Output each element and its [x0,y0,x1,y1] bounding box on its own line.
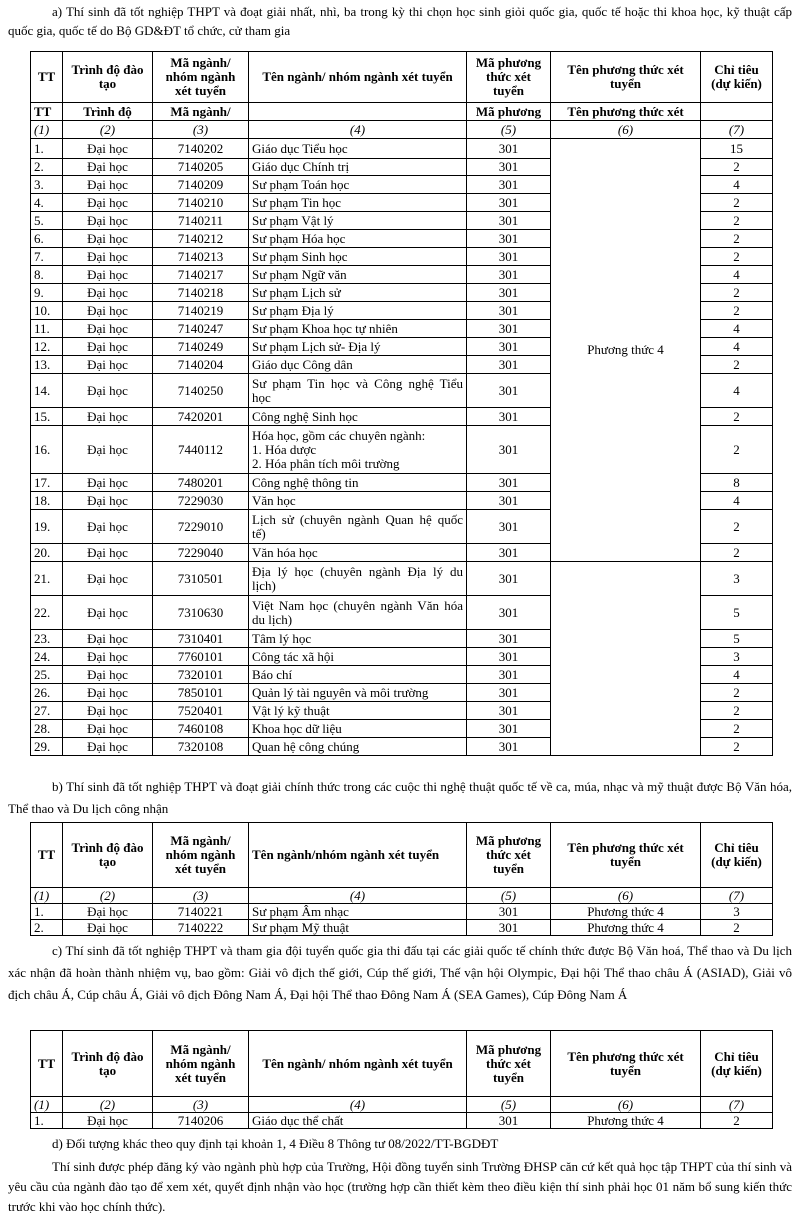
cell-name: Sư phạm Khoa học tự nhiên [249,320,467,338]
cell-name: Sư phạm Lịch sử- Địa lý [249,338,467,356]
cell-level: Đại học [63,666,153,684]
section-a-intro: a) Thí sinh đã tốt nghiệp THPT và đoạt giải nhất, nhì, ba trong kỳ thi chọn học sinh giỏi quốc gia, quốc tế hoặc thi khoa học, kỹ thuật cấp quốc gia, quốc tế do Bộ GD&ĐT tổ chức, cử tham gia [8,4,792,38]
cell-level: Đại học [63,302,153,320]
table-a [30,51,773,756]
cell-code: 7140218 [153,284,249,302]
cell-name: Quản lý tài nguyên và môi trường [249,684,467,702]
cell-code: 7320108 [153,738,249,756]
table-c [30,1030,773,1129]
cell-name: Sư phạm Vật lý [249,212,467,230]
cell-method-code: 301 [467,139,551,159]
cell-method-code: 301 [467,684,551,702]
cell-level: Đại học [63,194,153,212]
cell-code: 7140213 [153,248,249,266]
cell-code: 7140209 [153,176,249,194]
cell-name: Báo chí [249,666,467,684]
cell-quota: 2 [701,720,773,738]
cell-code: 7310501 [153,562,249,596]
col-number: (5) [467,888,551,904]
col-header-quota: Chỉ tiêu (dự kiến) [701,52,773,103]
cell-method-code: 301 [467,266,551,284]
cell-quota: 2 [701,544,773,562]
table-row [31,139,773,159]
cell-level: Đại học [63,426,153,474]
cell-tt: 11. [31,320,63,338]
cell-name: Việt Nam học (chuyên ngành Văn hóa du lịch) [249,596,467,630]
cell-quota: 4 [701,492,773,510]
cell-method-code: 301 [467,159,551,176]
cell-code: 7229040 [153,544,249,562]
cell-code: 7229030 [153,492,249,510]
cell-code: 7440112 [153,426,249,474]
col-number: (3) [153,888,249,904]
cell-method-code: 301 [467,284,551,302]
repeat-name [249,103,467,121]
col-header-quota: Chỉ tiêu (dự kiến) [701,1031,773,1097]
col-number: (7) [701,888,773,904]
cell-code: 7140204 [153,356,249,374]
col-number: (7) [701,121,773,139]
cell-quota: 2 [701,702,773,720]
repeat-tt: TT [31,103,63,121]
cell-tt: 6. [31,230,63,248]
cell-name: Vật lý kỹ thuật [249,702,467,720]
table-a-repeat-header [31,103,773,121]
cell-method-code: 301 [467,648,551,666]
col-header-level: Trình độ đào tạo [63,52,153,103]
cell-quota: 2 [701,510,773,544]
col-header-code: Mã ngành/ nhóm ngành xét tuyển [153,823,249,888]
cell-method-code: 301 [467,176,551,194]
cell-quota: 4 [701,338,773,356]
cell-quota: 2 [701,426,773,474]
table-b-col-numbers [31,888,773,904]
col-number: (6) [551,888,701,904]
cell-name: Công nghệ thông tin [249,474,467,492]
cell-quota: 4 [701,320,773,338]
repeat-code: Mã ngành/ [153,103,249,121]
cell-tt: 2. [31,920,63,936]
cell-tt: 26. [31,684,63,702]
col-number: (1) [31,1097,63,1113]
cell-level: Đại học [63,920,153,936]
col-number: (4) [249,888,467,904]
cell-level: Đại học [63,139,153,159]
cell-method-code: 301 [467,630,551,648]
cell-level: Đại học [63,230,153,248]
col-header-tt: TT [31,823,63,888]
col-number: (5) [467,1097,551,1113]
repeat-level: Trình độ [63,103,153,121]
cell-level: Đại học [63,544,153,562]
cell-name: Sư phạm Lịch sử [249,284,467,302]
cell-method-code: 301 [467,920,551,936]
col-number: (4) [249,1097,467,1113]
cell-name: Quan hệ công chúng [249,738,467,756]
cell-name: Công tác xã hội [249,648,467,666]
section-b-intro: b) Thí sinh đã tốt nghiệp THPT và đoạt giải chính thức trong các cuộc thi nghệ thuật quốc tế về ca, múa, nhạc và mỹ thuật được Bộ Văn hóa, Thể thao và Du lịch công nhận [8,779,792,816]
cell-quota: 2 [701,248,773,266]
cell-name: Hóa học, gồm các chuyên ngành: 1. Hóa dược 2. Hóa phân tích môi trường [249,426,467,474]
cell-method-code: 301 [467,426,551,474]
cell-method-code: 301 [467,356,551,374]
cell-level: Đại học [63,248,153,266]
cell-method-code: 301 [467,374,551,408]
cell-code: 7460108 [153,720,249,738]
cell-name: Sư phạm Âm nhạc [249,904,467,920]
cell-code: 7140202 [153,139,249,159]
table-row [31,1113,773,1129]
col-number: (1) [31,121,63,139]
cell-code: 7140217 [153,266,249,284]
cell-name: Sư phạm Toán học [249,176,467,194]
cell-quota: 2 [701,1113,773,1129]
cell-code: 7140211 [153,212,249,230]
cell-code: 7140222 [153,920,249,936]
cell-level: Đại học [63,492,153,510]
cell-name: Sư phạm Tin học và Công nghệ Tiểu học [249,374,467,408]
cell-tt: 27. [31,702,63,720]
cell-quota: 4 [701,176,773,194]
cell-tt: 24. [31,648,63,666]
cell-method-code: 301 [467,320,551,338]
cell-tt: 1. [31,904,63,920]
cell-level: Đại học [63,320,153,338]
cell-name: Giáo dục Tiểu học [249,139,467,159]
col-header-level: Trình độ đào tạo [63,823,153,888]
table-a-header-row [31,52,773,103]
cell-code: 7480201 [153,474,249,492]
cell-code: 7760101 [153,648,249,666]
cell-method-code: 301 [467,492,551,510]
cell-level: Đại học [63,630,153,648]
col-header-code: Mã ngành/ nhóm ngành xét tuyển [153,52,249,103]
cell-tt: 21. [31,562,63,596]
cell-method-code: 301 [467,562,551,596]
cell-quota: 4 [701,666,773,684]
cell-name: Văn hóa học [249,544,467,562]
cell-quota: 15 [701,139,773,159]
col-header-tt: TT [31,1031,63,1097]
cell-quota: 5 [701,596,773,630]
cell-tt: 18. [31,492,63,510]
col-header-name: Tên ngành/ nhóm ngành xét tuyển [249,1031,467,1097]
cell-tt: 1. [31,139,63,159]
cell-level: Đại học [63,648,153,666]
table-b-header-row [31,823,773,888]
table-row [31,562,773,596]
table-row [31,904,773,920]
cell-method-code: 301 [467,510,551,544]
cell-method-code: 301 [467,904,551,920]
repeat-method: Tên phương thức xét [551,103,701,121]
cell-tt: 7. [31,248,63,266]
cell-method-empty [551,562,701,756]
cell-name: Giáo dục Chính trị [249,159,467,176]
cell-level: Đại học [63,510,153,544]
cell-code: 7320101 [153,666,249,684]
cell-level: Đại học [63,338,153,356]
cell-quota: 5 [701,630,773,648]
cell-quota: 2 [701,230,773,248]
col-header-method: Tên phương thức xét tuyển [551,1031,701,1097]
cell-method-code: 301 [467,474,551,492]
cell-quota: 2 [701,408,773,426]
cell-quota: 2 [701,212,773,230]
cell-tt: 16. [31,426,63,474]
cell-code: 7140250 [153,374,249,408]
cell-name: Giáo dục thể chất [249,1113,467,1129]
table-row [31,920,773,936]
cell-code: 7140249 [153,338,249,356]
cell-tt: 22. [31,596,63,630]
col-number: (1) [31,888,63,904]
cell-code: 7140210 [153,194,249,212]
col-number: (6) [551,121,701,139]
cell-method-code: 301 [467,702,551,720]
cell-name: Giáo dục Công dân [249,356,467,374]
cell-code: 7310401 [153,630,249,648]
cell-level: Đại học [63,702,153,720]
cell-method: Phương thức 4 [551,904,701,920]
cell-code: 7140206 [153,1113,249,1129]
cell-tt: 19. [31,510,63,544]
cell-level: Đại học [63,408,153,426]
cell-method-code: 301 [467,194,551,212]
cell-tt: 20. [31,544,63,562]
cell-method-code: 301 [467,544,551,562]
col-header-method-code: Mã phương thức xét tuyển [467,1031,551,1097]
cell-name: Công nghệ Sinh học [249,408,467,426]
table-b [30,822,773,936]
cell-code: 7850101 [153,684,249,702]
cell-quota: 2 [701,684,773,702]
cell-tt: 12. [31,338,63,356]
cell-tt: 4. [31,194,63,212]
cell-tt: 9. [31,284,63,302]
cell-quota: 2 [701,302,773,320]
section-d-line: d) Đối tượng khác theo quy định tại khoản 1, 4 Điều 8 Thông tư 08/2022/TT-BGDĐT [52,1136,499,1151]
cell-tt: 1. [31,1113,63,1129]
col-header-quota: Chỉ tiêu (dự kiến) [701,823,773,888]
cell-method-code: 301 [467,230,551,248]
cell-tt: 15. [31,408,63,426]
cell-tt: 29. [31,738,63,756]
cell-level: Đại học [63,738,153,756]
cell-name: Văn học [249,492,467,510]
cell-method-code: 301 [467,666,551,684]
cell-name: Sư phạm Sinh học [249,248,467,266]
col-number: (3) [153,121,249,139]
cell-method-code: 301 [467,212,551,230]
cell-tt: 3. [31,176,63,194]
col-number: (6) [551,1097,701,1113]
table-c-col-numbers [31,1097,773,1113]
cell-code: 7140247 [153,320,249,338]
cell-tt: 13. [31,356,63,374]
cell-quota: 2 [701,194,773,212]
cell-quota: 2 [701,356,773,374]
section-c-intro: c) Thí sinh đã tốt nghiệp THPT và tham gia đội tuyển quốc gia thi đấu tại các giải quốc tế chính thức được Bộ Văn hoá, Thể thao và Du lịch xác nhận đã hoàn thành nhiệm vụ, bao gồm: Giải vô địch thế giới, Cúp thế giới, Thế vận hội Olympic, Đại hội Thể thao châu Á (ASIAD), Giải vô địch châu Á, Cúp châu Á, Giải vô địch Đông Nam Á, Đại hội Thể thao Đông Nam Á (SEA Games), Cúp Đông Nam Á [8,943,792,1002]
col-header-method: Tên phương thức xét tuyển [551,823,701,888]
cell-method-code: 301 [467,720,551,738]
cell-code: 7140219 [153,302,249,320]
col-header-method-code: Mã phương thức xét tuyển [467,823,551,888]
cell-method-code: 301 [467,1113,551,1129]
cell-quota: 4 [701,266,773,284]
cell-level: Đại học [63,176,153,194]
cell-name: Khoa học dữ liệu [249,720,467,738]
col-header-method-code: Mã phương thức xét tuyển [467,52,551,103]
cell-method-code: 301 [467,248,551,266]
cell-level: Đại học [63,596,153,630]
cell-quota: 2 [701,738,773,756]
table-c-header-row [31,1031,773,1097]
table-a-col-numbers [31,121,773,139]
cell-quota: 4 [701,374,773,408]
cell-level: Đại học [63,684,153,702]
cell-quota: 2 [701,920,773,936]
cell-tt: 8. [31,266,63,284]
cell-name: Sư phạm Địa lý [249,302,467,320]
cell-quota: 2 [701,159,773,176]
col-number: (2) [63,888,153,904]
col-number: (2) [63,121,153,139]
cell-tt: 23. [31,630,63,648]
col-number: (2) [63,1097,153,1113]
cell-level: Đại học [63,212,153,230]
cell-method-merged: Phương thức 4 [551,139,701,562]
cell-name: Sư phạm Mỹ thuật [249,920,467,936]
cell-name: Địa lý học (chuyên ngành Địa lý du lịch) [249,562,467,596]
cell-level: Đại học [63,904,153,920]
cell-method-code: 301 [467,408,551,426]
section-d-paragraph: Thí sinh được phép đăng ký vào ngành phù hợp của Trường, Hội đồng tuyển sinh Trường ĐHSP căn cứ kết quả học tập THPT của thí sinh và yêu cầu của ngành đào tạo để xem xét, quyết định nhận vào học (trường hợp cần thiết kèm theo điều kiện thí sinh phải học 01 năm bổ sung kiến thức trước khi vào học chính thức). [8,1159,792,1214]
col-number: (7) [701,1097,773,1113]
cell-level: Đại học [63,374,153,408]
col-number: (5) [467,121,551,139]
cell-tt: 28. [31,720,63,738]
cell-level: Đại học [63,356,153,374]
cell-method-code: 301 [467,738,551,756]
cell-name: Tâm lý học [249,630,467,648]
col-header-level: Trình độ đào tạo [63,1031,153,1097]
cell-tt: 10. [31,302,63,320]
cell-code: 7310630 [153,596,249,630]
cell-code: 7140221 [153,904,249,920]
cell-quota: 3 [701,648,773,666]
cell-tt: 25. [31,666,63,684]
col-header-method: Tên phương thức xét tuyển [551,52,701,103]
cell-level: Đại học [63,562,153,596]
cell-level: Đại học [63,266,153,284]
cell-method-code: 301 [467,338,551,356]
cell-code: 7140212 [153,230,249,248]
cell-quota: 2 [701,284,773,302]
cell-level: Đại học [63,284,153,302]
repeat-method-code: Mã phương [467,103,551,121]
cell-name: Lịch sử (chuyên ngành Quan hệ quốc tế) [249,510,467,544]
col-number: (3) [153,1097,249,1113]
cell-level: Đại học [63,474,153,492]
cell-level: Đại học [63,720,153,738]
cell-level: Đại học [63,159,153,176]
cell-method: Phương thức 4 [551,920,701,936]
cell-method: Phương thức 4 [551,1113,701,1129]
col-header-tt: TT [31,52,63,103]
repeat-quota [701,103,773,121]
cell-level: Đại học [63,1113,153,1129]
col-header-code: Mã ngành/ nhóm ngành xét tuyển [153,1031,249,1097]
cell-tt: 5. [31,212,63,230]
cell-name: Sư phạm Tin học [249,194,467,212]
cell-quota: 8 [701,474,773,492]
cell-method-code: 301 [467,302,551,320]
cell-method-code: 301 [467,596,551,630]
cell-name: Sư phạm Ngữ văn [249,266,467,284]
cell-tt: 2. [31,159,63,176]
cell-quota: 3 [701,562,773,596]
cell-code: 7229010 [153,510,249,544]
cell-code: 7520401 [153,702,249,720]
col-header-name: Tên ngành/nhóm ngành xét tuyển [249,823,467,888]
cell-code: 7140205 [153,159,249,176]
cell-tt: 14. [31,374,63,408]
cell-quota: 3 [701,904,773,920]
cell-tt: 17. [31,474,63,492]
col-header-name: Tên ngành/ nhóm ngành xét tuyển [249,52,467,103]
col-number: (4) [249,121,467,139]
cell-code: 7420201 [153,408,249,426]
cell-name: Sư phạm Hóa học [249,230,467,248]
